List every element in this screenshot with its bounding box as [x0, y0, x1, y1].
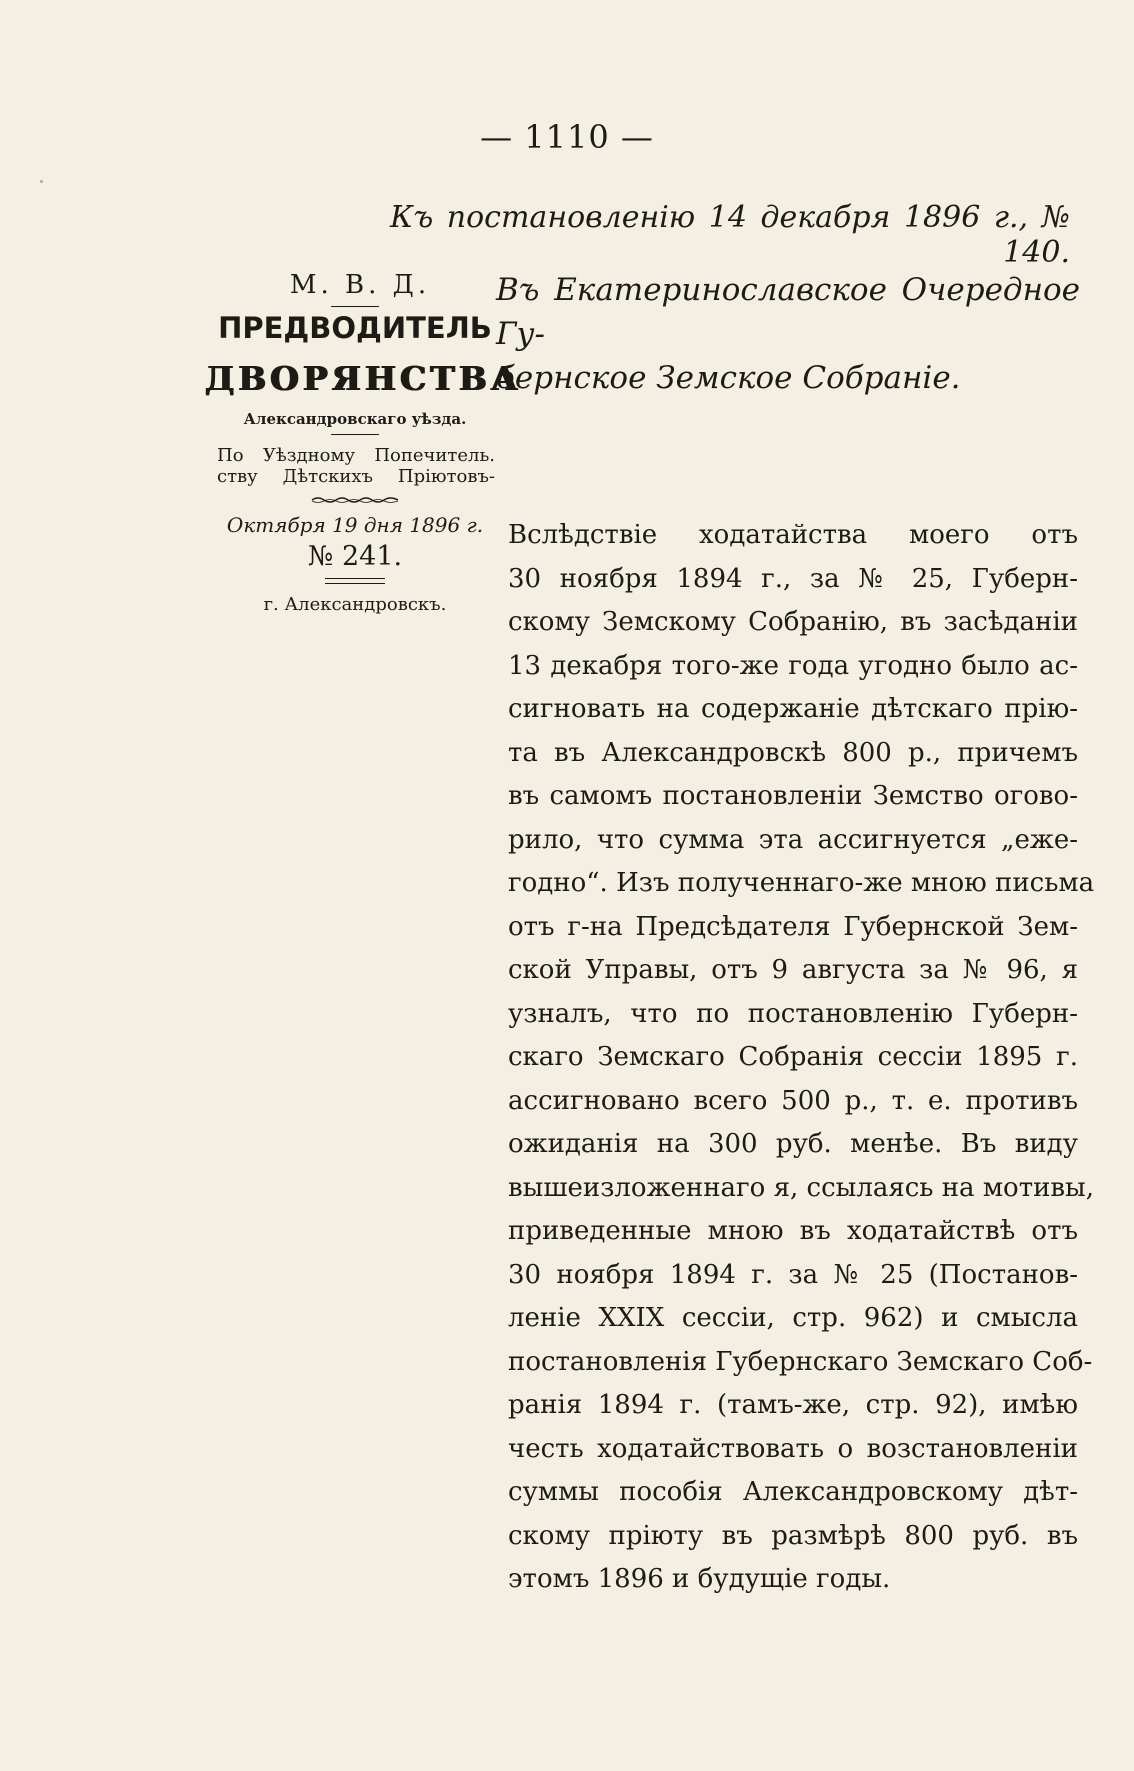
body-line: постановленія Губернскаго Земскаго Соб- — [508, 1346, 1093, 1377]
addressee-line-1: Въ Екатеринославское Очередное Гу- — [496, 272, 1080, 352]
body-line: приведенные мною въ ходатайствѣ отъ — [508, 1216, 1078, 1246]
district-name: Александровскаго уѣзда. — [243, 410, 467, 428]
body-line: 30 ноября 1894 г. за № 25 (Постанов- — [508, 1259, 1078, 1290]
department-line-2: ству Дѣтскихъ Пріютовъ- — [217, 466, 495, 487]
ministry-abbrev: М. В. Д. — [289, 270, 431, 300]
body-line: ассигновано всего 500 р., т. е. противъ — [508, 1085, 1078, 1116]
addressee-line-2: бернское Земское Собраніе. — [496, 360, 961, 396]
letter-number: № 241. — [307, 541, 403, 572]
body-line: рило, что сумма эта ассигнуется „еже- — [508, 824, 1078, 855]
body-line: отъ г-на Предсѣдателя Губернской Зем- — [508, 911, 1078, 942]
body-line: ожиданія на 300 руб. менѣе. Въ виду — [508, 1129, 1078, 1159]
body-line: вышеизложеннаго я, ссылаясь на мотивы, — [508, 1172, 1095, 1203]
double-divider-rule — [325, 578, 385, 584]
body-line: леніе XXIX сессіи, стр. 962) и смысла — [508, 1303, 1078, 1333]
body-line: та въ Александровскѣ 800 р., причемъ — [508, 737, 1078, 768]
addressee — [496, 268, 1080, 400]
city-name: г. Александровскъ. — [263, 594, 447, 615]
body-line: суммы пособія Александровскому дѣт- — [508, 1477, 1078, 1507]
divider-rule — [331, 434, 379, 435]
body-line: скому пріюту въ размѣрѣ 800 руб. въ — [508, 1520, 1078, 1551]
body-line: скаго Земскаго Собранія сессіи 1895 г. — [508, 1042, 1078, 1072]
letterhead-title: ПРЕДВОДИТЕЛЬ — [218, 311, 492, 345]
ornamental-divider — [310, 495, 400, 505]
body-line: ранія 1894 г. (тамъ-же, стр. 92), имѣю — [508, 1390, 1078, 1420]
page-number: — 1110 — — [480, 118, 654, 156]
body-line: 30 ноября 1894 г., за № 25, Губерн- — [508, 563, 1078, 594]
department-line-1: По Уѣздному Попечитель. — [217, 445, 495, 466]
resolution-reference: Къ постановленію 14 декабря 1896 г., № 140. — [390, 200, 1070, 270]
letter-body — [508, 514, 1095, 1602]
body-line: Вслѣдствіе ходатайства моего отъ — [508, 520, 1078, 550]
department-name — [205, 445, 505, 487]
body-line: этомъ 1896 и будущіе годы. — [508, 1564, 891, 1594]
body-line: скому Земскому Собранію, въ засѣданіи — [508, 607, 1078, 637]
body-line: ской Управы, отъ 9 августа за № 96, я — [508, 955, 1078, 985]
body-line: сигновать на содержаніе дѣтскаго прію- — [508, 694, 1078, 724]
letter-date: Октября 19 дня 1896 г. — [226, 513, 484, 537]
body-line: честь ходатайствовать о возстановленіи — [508, 1433, 1078, 1464]
body-line: узналъ, что по постановленію Губерн- — [508, 998, 1078, 1029]
letterhead-block — [205, 270, 522, 615]
paper-speck — [40, 180, 43, 183]
letterhead-title-ornate: ДВОРЯНСТВА — [205, 359, 522, 398]
body-line: въ самомъ постановленіи Земство огово- — [508, 781, 1078, 811]
divider-rule — [331, 306, 379, 307]
body-line: 13 декабря того-же года угодно было ас- — [508, 650, 1078, 681]
body-line: годно“. Изъ полученнаго-же мною письма — [508, 868, 1095, 898]
